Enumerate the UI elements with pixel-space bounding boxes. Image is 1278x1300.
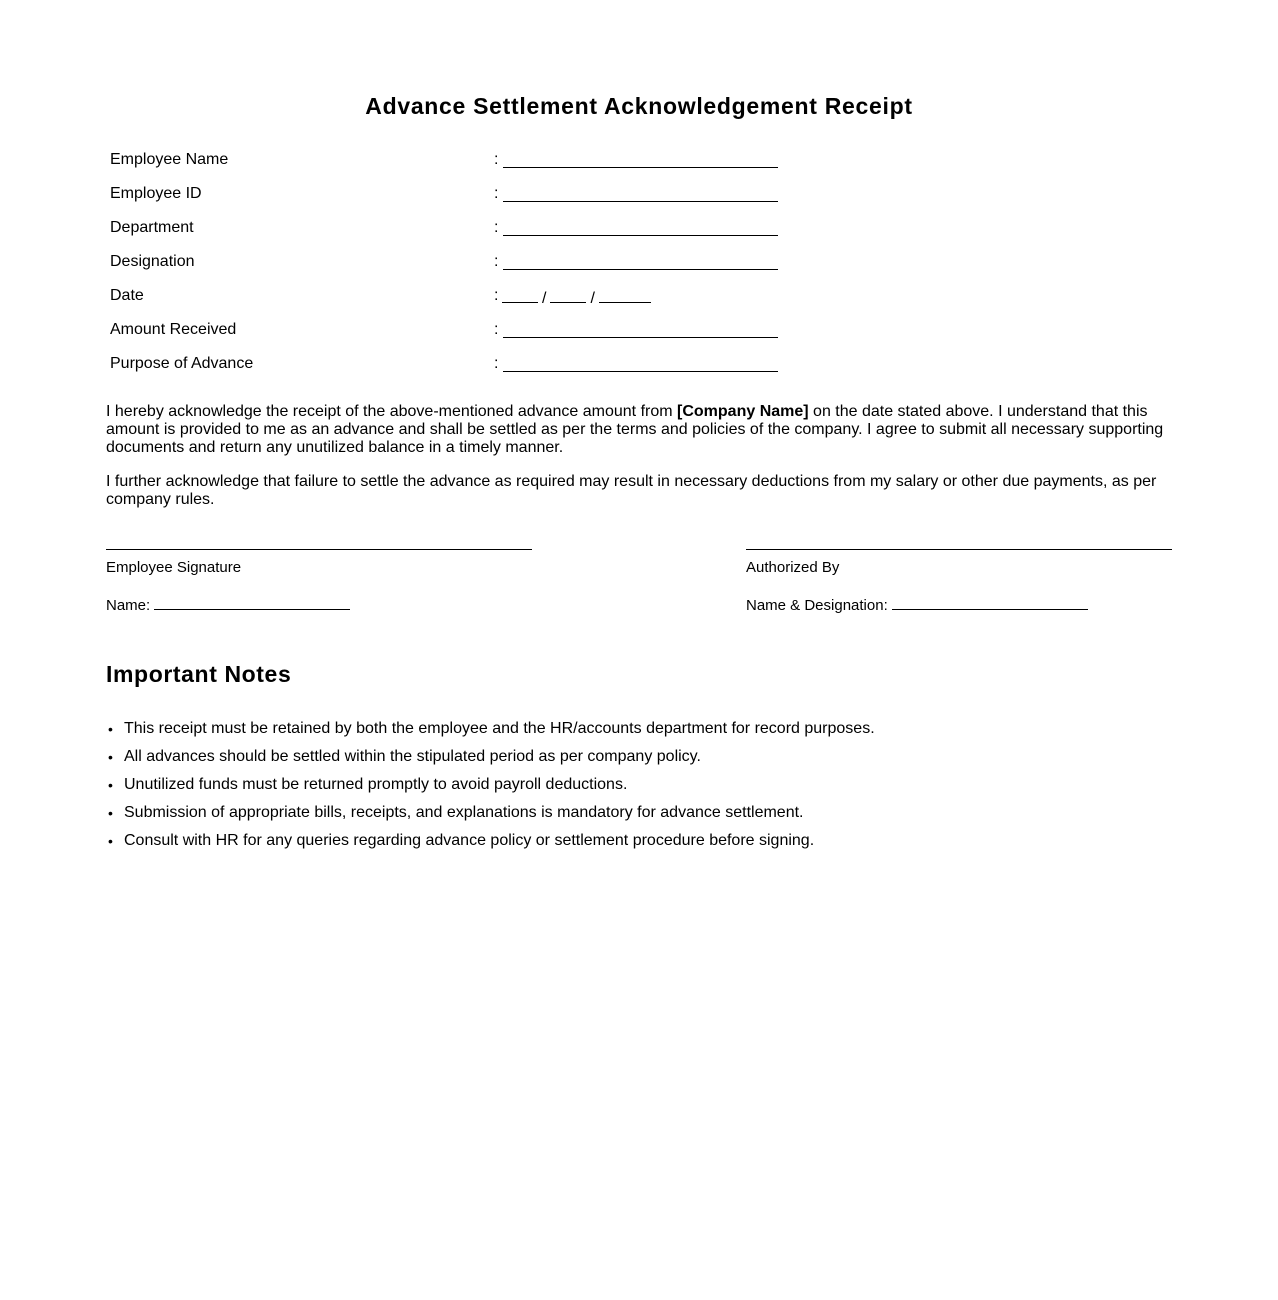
page-title: Advance Settlement Acknowledgement Receipt [365, 93, 913, 119]
note-text: This receipt must be retained by both the employee and the HR/accounts department for record purposes. [124, 720, 875, 737]
field-colon: : [494, 253, 499, 270]
employee-id-label: Employee ID [110, 185, 202, 202]
field-colon: : [494, 321, 499, 338]
field-colon: : [494, 151, 499, 168]
field-colon: : [494, 287, 499, 304]
employee-name-blank[interactable] [503, 167, 778, 168]
employee-name-sig-label: Name: [106, 597, 151, 614]
amount-received-blank[interactable] [503, 337, 778, 338]
date-separator: / [590, 290, 595, 307]
date-separator: / [542, 290, 547, 307]
date-label: Date [110, 287, 144, 304]
para1-text-start: I hereby acknowledge the receipt of the above-mentioned advance amount from [106, 403, 678, 420]
employee-signature-title: Employee Signature [106, 559, 242, 576]
acknowledgement-paragraph [106, 403, 1172, 457]
date-blanks [502, 286, 651, 309]
date-month-blank[interactable] [550, 286, 586, 303]
bullet-icon: • [108, 833, 113, 849]
amount-received-label: Amount Received [110, 321, 237, 338]
purpose-of-advance-label: Purpose of Advance [110, 355, 254, 372]
list-item [108, 719, 875, 739]
list-item [108, 803, 875, 823]
designation-blank[interactable] [503, 269, 778, 270]
list-item [108, 747, 875, 767]
bullet-icon: • [108, 721, 113, 737]
note-text: Unutilized funds must be returned promptly to avoid payroll deductions. [124, 776, 628, 793]
field-row-amount-received [110, 320, 810, 354]
authorized-name-row [746, 595, 1172, 615]
deduction-paragraph: I further acknowledge that failure to settle the advance as required may result in necessary deductions from my salary or other due payments, as per company rules. [106, 473, 1157, 508]
date-year-blank[interactable] [599, 286, 651, 303]
employee-details-form [110, 150, 810, 388]
company-name-placeholder: [Company Name] [677, 403, 809, 420]
employee-signature-block [106, 540, 532, 615]
field-row-date [110, 286, 810, 320]
bullet-icon: • [108, 805, 113, 821]
employee-name-sig-blank[interactable] [154, 595, 350, 610]
note-text: Submission of appropriate bills, receipts, and explanations is mandatory for advance settlement. [124, 804, 804, 821]
field-row-employee-id [110, 184, 810, 218]
employee-name-label: Employee Name [110, 151, 229, 168]
field-colon: : [494, 355, 499, 372]
bullet-icon: • [108, 777, 113, 793]
name-designation-label: Name & Designation: [746, 597, 888, 614]
field-colon: : [494, 185, 499, 202]
department-label: Department [110, 219, 194, 236]
field-row-employee-name [110, 150, 810, 184]
authorized-by-title: Authorized By [746, 559, 840, 576]
date-day-blank[interactable] [502, 286, 538, 303]
bullet-icon: • [108, 749, 113, 765]
list-item [108, 831, 875, 851]
note-text: All advances should be settled within the stipulated period as per company policy. [124, 748, 701, 765]
department-blank[interactable] [503, 235, 778, 236]
important-notes-heading: Important Notes [106, 661, 292, 687]
authorized-signature-line[interactable] [746, 549, 1172, 550]
list-item [108, 775, 875, 795]
field-row-department [110, 218, 810, 252]
field-row-purpose [110, 354, 810, 388]
name-designation-blank[interactable] [892, 595, 1088, 610]
para1-text-end: on the date stated above. I understand that this amount is provided to me as an advance and shall be settled as per the terms and policies of the company. I agree to submit all necessary supporting documents and return any unutilized balance in a timely manner. [106, 403, 1164, 456]
field-colon: : [494, 219, 499, 236]
important-notes-list [106, 719, 875, 859]
purpose-of-advance-blank[interactable] [503, 371, 778, 372]
authorized-signature-block [746, 540, 1172, 615]
employee-name-row [106, 595, 532, 615]
employee-signature-line[interactable] [106, 549, 532, 550]
field-row-designation [110, 252, 810, 286]
note-text: Consult with HR for any queries regarding advance policy or settlement procedure before signing. [124, 832, 815, 849]
employee-id-blank[interactable] [503, 201, 778, 202]
designation-label: Designation [110, 253, 195, 270]
